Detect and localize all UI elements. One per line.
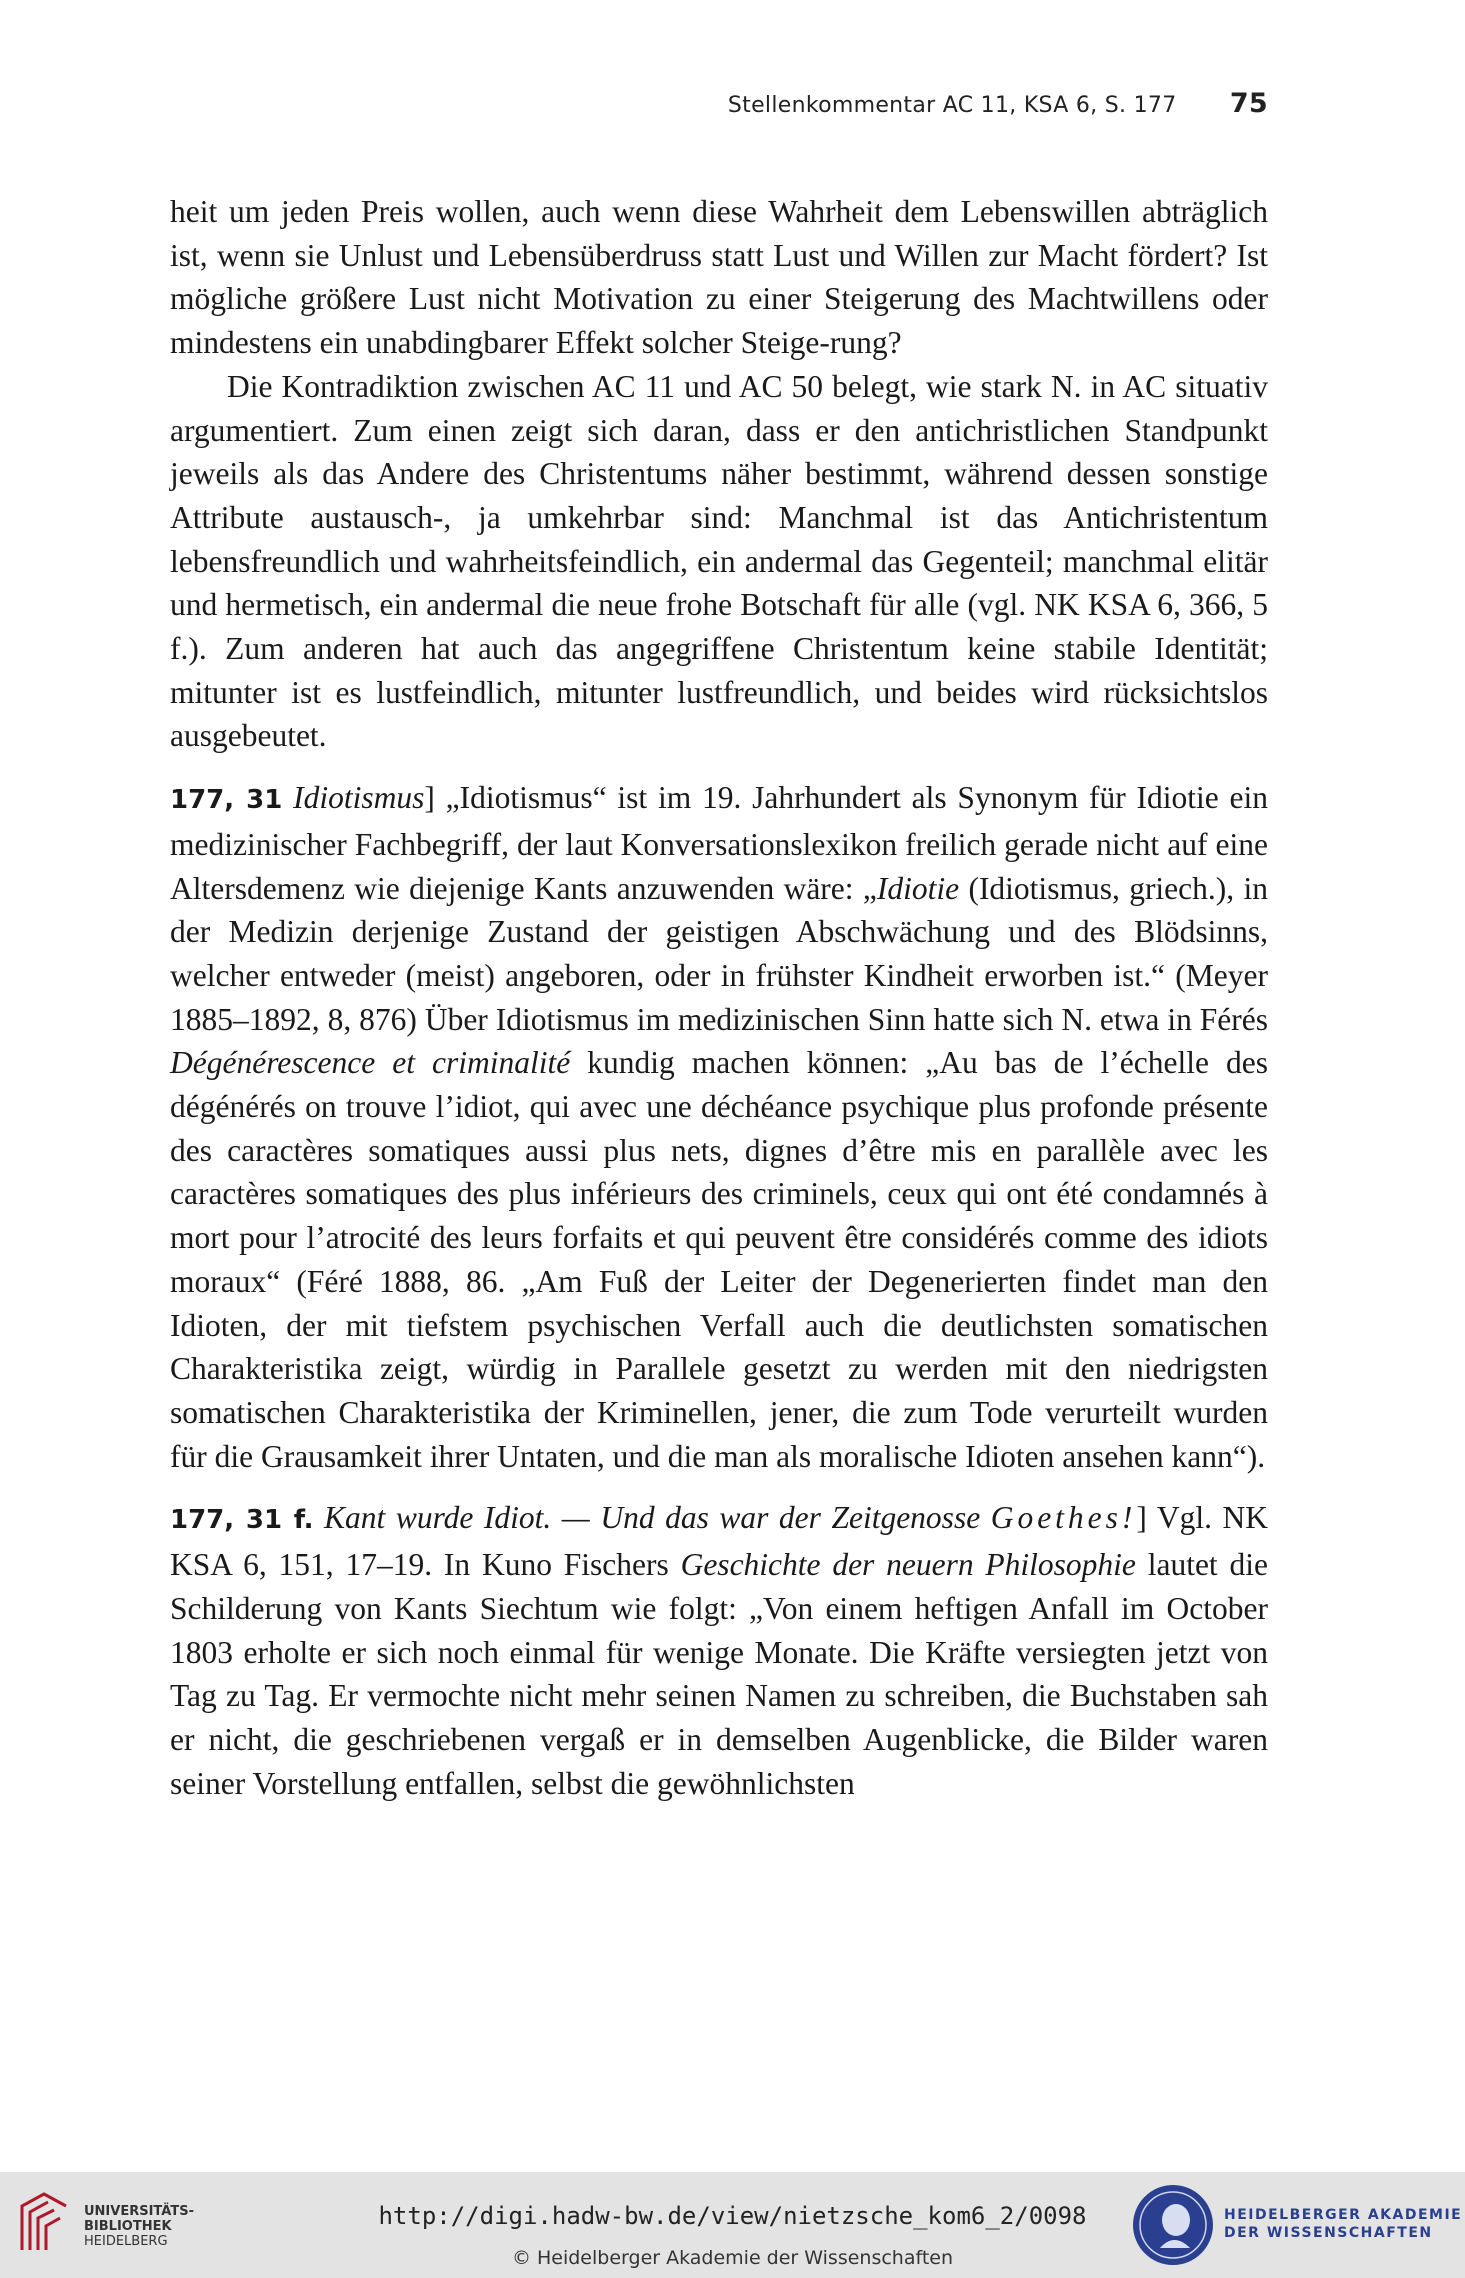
library-name: UNIVERSITÄTS- BIBLIOTHEK HEIDELBERG xyxy=(84,2204,194,2249)
entry-text: kundig machen können: „Au bas de l’échelle des dégénérés on trouve l’idiot, qui avec une déchéance psychique plus profonde présente des caractères somatiques aussi plus nets, dignes d’être mis en parallèle avec les caractères somatiques des plus inférieurs des criminels, ceux qui ont été condamnés à mort pour l’atrocité des leurs forfaits et qui peuvent être considérés comme des idiots moraux“ (Féré 1888, 86. „Am Fuß der Leiter der Degenerierten findet man den Idioten, der mit tiefstem psychischen Verfall auch die deutlichsten somatischen Charakteristika zeigt, würdig in Parallele gesetzt zu werden mit den niedrigsten somatischen Charakteristika der Kriminellen, jener, die zum Tode verurteilt wurden für die Grausamkeit ihrer Untaten, und die man als moralische Idioten ansehen kann“). xyxy=(170,1045,1268,1474)
running-header xyxy=(170,88,1268,119)
entry-lemma: Kant wurde Idiot. — Und das war der Zeitgenosse xyxy=(324,1500,991,1536)
running-head-title: Stellenkommentar AC 11, KSA 6, S. 177 xyxy=(727,93,1177,118)
entry-book-title: Geschichte der neuern Philosophie xyxy=(680,1547,1136,1583)
permalink-url[interactable]: http://digi.hadw-bw.de/view/nietzsche_kom6_2/0098 xyxy=(378,2202,1087,2230)
entry-text: ] Vgl. NK KSA 6, 151, 17–19. In Kuno Fischers xyxy=(170,1500,1269,1583)
paragraph-continued: heit um jeden Preis wollen, auch wenn diese Wahrheit dem Lebenswillen abträglich ist, wenn sie Unlust und Lebensüberdruss statt Lust und Willen zur Macht fördert? Ist mögliche größere Lust nicht Motivation zu einer Steigerung des Machtwillens oder mindestens ein unabdingbarer Effekt solcher Steige-rung? xyxy=(170,194,1268,361)
entry-lemma: Idiotismus xyxy=(293,780,425,816)
commentary-entry-idiotismus xyxy=(170,776,1268,1478)
digitization-footer xyxy=(0,2172,1465,2278)
entry-text: lautet die Schilderung von Kants Siechtum wie folgt: „Von einem heftigen Anfall im October 1803 erholte er sich noch einmal für wenige Monate. Die Kräfte versiegten jetzt von Tag zu Tag. Er vermochte nicht mehr seinen Namen zu schreiben, die Buchstaben sah er nicht, die geschriebenen vergaß er in demselben Augenblicke, die Bilder waren seiner Vorstellung entfallen, selbst die gewöhnlichsten xyxy=(170,1547,1268,1801)
entry-reference: 177, 31 f. xyxy=(170,1505,314,1536)
commentary-body xyxy=(170,190,1268,1805)
entry-text: (Idiotismus, griech.), in der Medizin derjenige Zustand der geistigen Abschwächung und des Blödsinns, welcher entweder (meist) angeboren, oder in frühster Kindheit erworben ist.“ (Meyer 1885–1892, 8, 876) Über Idiotismus im medizinischen Sinn hatte sich N. etwa in Férés xyxy=(170,870,1268,1037)
academy-name: HEIDELBERGER AKADEMIE DER WISSENSCHAFTEN xyxy=(1224,2207,1463,2241)
entry-lemma-spaced: Goethes! xyxy=(990,1500,1137,1536)
entry-text: ] „Idiotismus“ ist im 19. Jahrhundert als Synonym für Idiotie ein medizinischer Fachbegriff, der laut Konversationslexikon freilich gerade nicht auf eine Altersdemenz wie diejenige Kants anzuwenden wäre: „ xyxy=(170,780,1268,906)
commentary-entry-kant xyxy=(170,1496,1268,1805)
entry-reference: 177, 31 xyxy=(170,785,283,816)
entry-italic-term: Idiotie xyxy=(876,870,960,906)
copyright-notice: © Heidelberger Akademie der Wissenschaften xyxy=(511,2247,954,2269)
entry-book-title: Dégénérescence et criminalité xyxy=(170,1045,571,1081)
page-number: 75 xyxy=(1229,88,1268,119)
paragraph-contradiction: Die Kontradiktion zwischen AC 11 und AC 50 belegt, wie stark N. in AC situativ argumentiert. Zum einen zeigt sich daran, dass er den antichristlichen Standpunkt jeweils als das Andere des Christentums näher bestimmt, während dessen sonstige Attribute austausch-, ja umkehrbar sind: Manchmal ist das Antichristentum lebensfreundlich und wahrheitsfeindlich, ein andermal das Gegenteil; manchmal elitär und hermetisch, ein andermal die neue frohe Botschaft für alle (vgl. NK KSA 6, 366, 5 f.). Zum anderen hat auch das angegriffene Christentum keine stabile Identität; mitunter ist es lustfeindlich, mitunter lustfreundlich, und beides wird rücksichtslos ausgebeutet. xyxy=(170,368,1268,754)
academy-seal-icon xyxy=(1130,2182,1216,2268)
